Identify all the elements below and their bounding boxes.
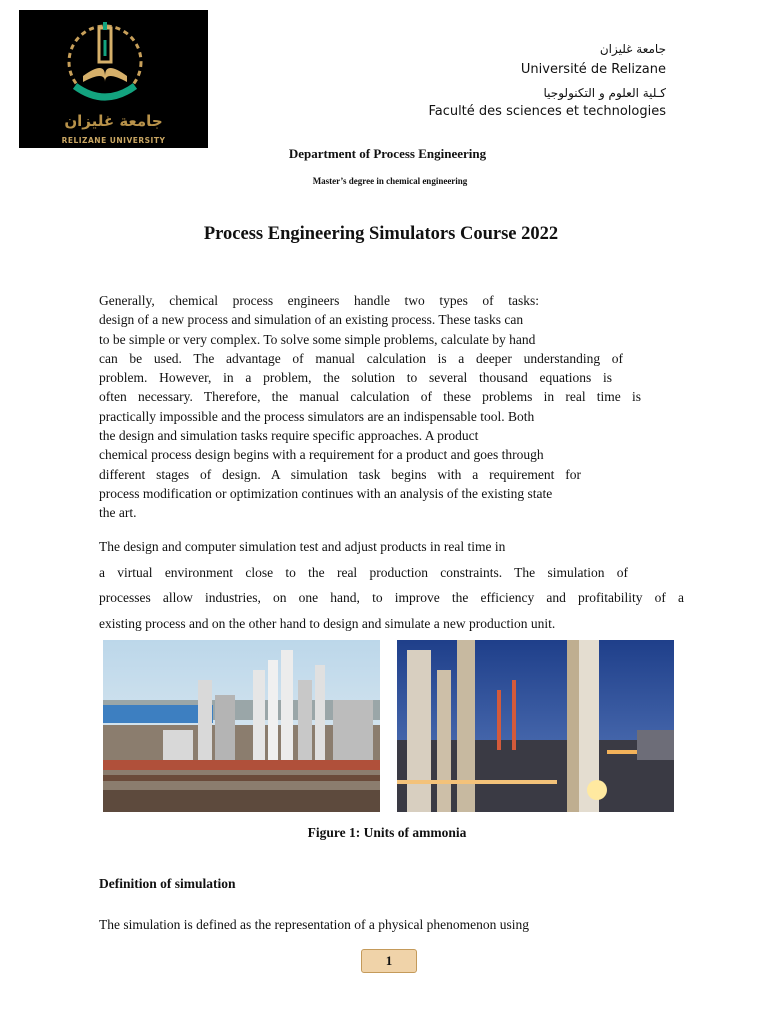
paragraph-line: can be used. The advantage of manual calculation is a deeper understanding of — [99, 350, 623, 366]
logo-english-text: RELIZANE UNIVERSITY — [61, 136, 166, 145]
ammonia-plant-photo-day — [103, 640, 380, 812]
degree-subheading: Master’s degree in chemical engineering — [312, 176, 468, 186]
department-heading: Department of Process Engineering — [288, 146, 487, 161]
university-name-french: Université de Relizane — [520, 62, 666, 77]
paragraph-line: existing process and on the other hand to design and simulate a new production unit. — [99, 616, 556, 632]
paragraph-line: The design and computer simulation test and adjust products in real time in — [99, 539, 506, 554]
paragraph-line: the design and simulation tasks require specific approaches. A product — [99, 428, 479, 444]
paragraph-line: processes allow industries, on one hand, to improve the efficiency and profitability of a — [99, 590, 684, 606]
paragraph-line: different stages of design. A simulation task begins with a requirement for — [99, 466, 581, 482]
simulation-paragraph — [99, 534, 684, 637]
paragraph-line: problem. However, in a problem, the solution to several thousand equations is — [99, 370, 612, 386]
section-heading: Definition of simulation — [99, 876, 236, 891]
university-name-arabic: جامعة غليزان — [599, 42, 666, 56]
faculty-name-arabic: كـلية العلوم و التكنولوجيا — [543, 86, 666, 100]
paragraph-line: chemical process design begins with a requirement for a product and goes through — [99, 447, 544, 463]
ammonia-plant-photo-night — [397, 640, 674, 812]
faculty-name-french: Faculté des sciences et technologies — [428, 104, 666, 119]
paragraph-line: process modification or optimization continues with an analysis of the existing state — [99, 485, 553, 501]
paragraph-line: to be simple or very complex. To solve some simple problems, calculate by hand — [99, 331, 536, 347]
logo-arabic-text: جامعة غليزان — [64, 112, 163, 130]
paragraph-line: a virtual environment close to the real production constraints. The simulation of — [99, 564, 628, 580]
university-logo — [19, 10, 208, 148]
paragraph-line: practically impossible and the process simulators are an indispensable tool. Both — [99, 408, 535, 424]
page-title: Process Engineering Simulators Course 2022 — [203, 224, 559, 244]
paragraph-line: the art. — [99, 505, 137, 521]
figure-caption: Figure 1: Units of ammonia — [307, 825, 467, 840]
page-number: 1 — [361, 949, 417, 973]
intro-paragraph — [99, 291, 644, 523]
paragraph-line: often necessary. Therefore, the manual calculation of these problems in real time is — [99, 389, 641, 405]
paragraph-line: design of a new process and simulation of an existing process. These tasks can — [99, 312, 524, 328]
paragraph-line: Generally, chemical process engineers handle two types of tasks: — [99, 293, 539, 308]
laurel-book-emblem-icon — [19, 10, 208, 110]
section-text: The simulation is defined as the representation of a physical phenomenon using — [99, 917, 530, 932]
